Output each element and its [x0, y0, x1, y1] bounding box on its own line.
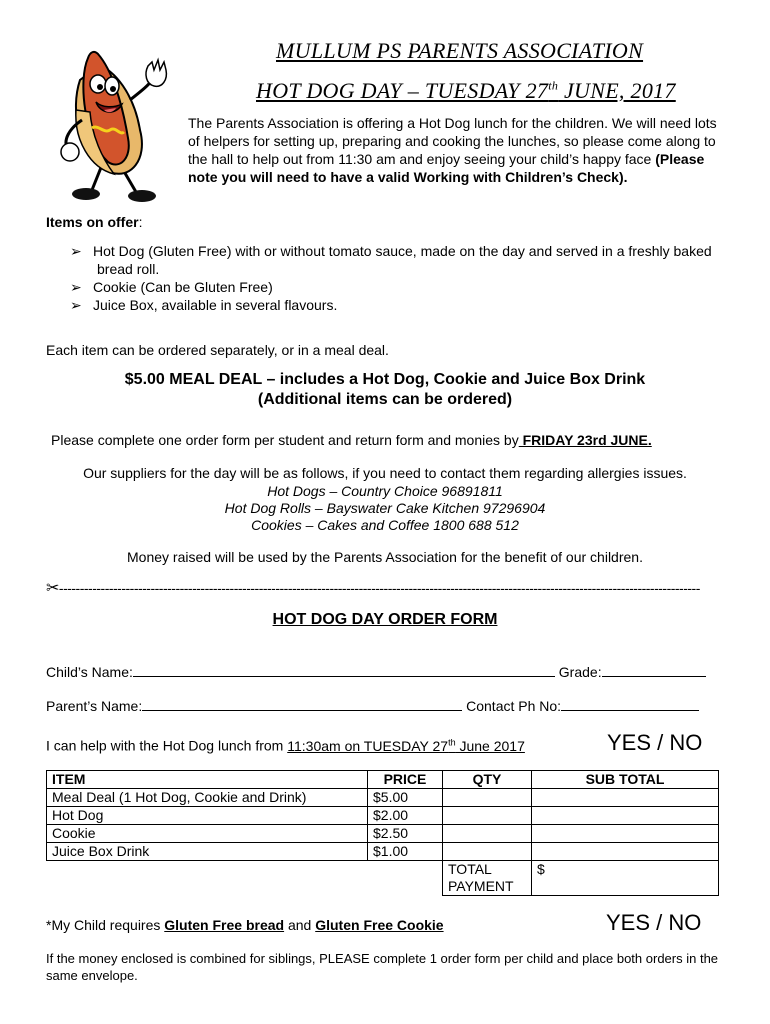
list-item: [46, 296, 736, 314]
header-subtotal: SUB TOTAL: [532, 771, 719, 789]
item-cell: Meal Deal (1 Hot Dog, Cookie and Drink): [47, 789, 368, 807]
items-label: Items on offer:: [46, 214, 143, 230]
child-name-label: Child’s Name:: [46, 664, 133, 680]
supplier-hot-dogs: Hot Dogs – Country Choice 96891811: [267, 483, 503, 499]
event-subtitle-sup: th: [548, 78, 559, 93]
intro-paragraph: [188, 114, 728, 186]
item-hot-dog-continued: bread roll.: [97, 261, 160, 277]
scissors-icon: ✂: [46, 580, 59, 597]
total-payment-field[interactable]: $: [532, 861, 719, 896]
qty-cell[interactable]: [443, 843, 532, 861]
help-row: [46, 737, 525, 754]
qty-cell[interactable]: [443, 825, 532, 843]
help-date: 11:30am on TUESDAY 27: [287, 737, 449, 754]
subtotal-cell[interactable]: [532, 789, 719, 807]
help-time: [287, 738, 525, 754]
cut-line: [46, 578, 722, 598]
price-cell: $5.00: [368, 789, 443, 807]
intro-wwcc-note: (Please note you will need to have a valid Working with Children’s Check).: [188, 151, 705, 185]
gluten-free-bread: Gluten Free bread: [164, 917, 285, 933]
total-row: [47, 861, 719, 896]
arrow-bullet-icon: ➢: [70, 297, 82, 313]
intro-text: The Parents Association is offering a Hot Dog lunch for the children. We will need lots of helpers for setting up, preparing and cooking the lunches, so please come along to the hall to help out from 11:30 am and enjoy seeing your child’s happy face: [188, 115, 717, 167]
item-juice-box: Juice Box, available in several flavours.: [93, 297, 338, 313]
parent-name-row: [46, 696, 699, 714]
gluten-free-cookie: Gluten Free Cookie: [315, 917, 444, 933]
child-name-row: [46, 662, 706, 680]
qty-cell[interactable]: [443, 789, 532, 807]
item-cell: Cookie: [47, 825, 368, 843]
help-year: June 2017: [455, 737, 525, 754]
order-table: [46, 770, 719, 896]
gluten-free-pre: *My Child requires: [46, 917, 165, 933]
list-item: [46, 242, 736, 278]
header-price: PRICE: [368, 771, 443, 789]
child-name-field[interactable]: [133, 662, 555, 677]
item-hot-dog: Hot Dog (Gluten Free) with or without tomato sauce, made on the day and served in a freshly baked: [93, 243, 712, 259]
contact-label: Contact Ph No:: [466, 698, 562, 714]
header-qty: QTY: [443, 771, 532, 789]
table-header-row: [47, 771, 719, 789]
grade-label: Grade:: [558, 664, 602, 680]
hot-dog-mascot-image: [40, 40, 180, 205]
return-note-text: Please complete one order form per student and return form and monies by: [51, 432, 519, 448]
event-subtitle: [256, 78, 676, 104]
price-cell: $1.00: [368, 843, 443, 861]
subtotal-cell[interactable]: [532, 843, 719, 861]
subtotal-cell[interactable]: [532, 825, 719, 843]
supplier-cookies: Cookies – Cakes and Coffee 1800 688 512: [251, 517, 519, 533]
item-cell: Hot Dog: [47, 807, 368, 825]
price-cell: $2.50: [368, 825, 443, 843]
items-label-text: Items on offer: [46, 214, 139, 230]
suppliers-intro: Our suppliers for the day will be as follows, if you need to contact them regarding allergies issues.: [83, 465, 687, 481]
meal-deal-line2: (Additional items can be ordered): [257, 391, 513, 408]
money-note: Money raised will be used by the Parents Association for the benefit of our children.: [127, 549, 643, 565]
grade-field[interactable]: [602, 662, 706, 677]
page-title: MULLUM PS PARENTS ASSOCIATION: [276, 38, 644, 63]
return-deadline: FRIDAY 23rd JUNE.: [518, 432, 652, 448]
item-cell: Juice Box Drink: [47, 843, 368, 861]
item-cookie: Cookie (Can be Gluten Free): [93, 279, 273, 295]
order-form-heading: HOT DOG DAY ORDER FORM: [272, 611, 498, 628]
arrow-bullet-icon: ➢: [70, 243, 82, 259]
parent-name-label: Parent’s Name:: [46, 698, 143, 714]
help-text: I can help with the Hot Dog lunch from: [46, 737, 288, 754]
qty-cell[interactable]: [443, 807, 532, 825]
supplier-rolls: Hot Dog Rolls – Bayswater Cake Kitchen 97296904: [224, 500, 546, 516]
event-subtitle-tail: JUNE, 2017: [558, 78, 676, 103]
gluten-yes-no-option[interactable]: YES / NO: [606, 910, 702, 935]
parent-name-field[interactable]: [142, 696, 462, 711]
table-row: [47, 825, 719, 843]
return-note: [51, 432, 652, 448]
subtotal-cell[interactable]: [532, 807, 719, 825]
ordering-note: Each item can be ordered separately, or in a meal deal.: [46, 342, 389, 358]
help-date-sup: th: [448, 737, 456, 747]
meal-deal-line1: $5.00 MEAL DEAL – includes a Hot Dog, Cookie and Juice Box Drink: [124, 371, 646, 388]
gluten-free-row: [46, 917, 444, 933]
total-label: TOTAL PAYMENT: [443, 861, 532, 896]
siblings-note: If the money enclosed is combined for siblings, PLEASE complete 1 order form per child and place both orders in the same envelope.: [46, 951, 719, 983]
help-yes-no-option[interactable]: YES / NO: [607, 730, 703, 755]
header-item: ITEM: [47, 771, 368, 789]
contact-phone-field[interactable]: [561, 696, 699, 711]
price-cell: $2.00: [368, 807, 443, 825]
arrow-bullet-icon: ➢: [70, 279, 82, 295]
event-subtitle-main: HOT DOG DAY – TUESDAY 27: [256, 78, 549, 103]
table-row: [47, 843, 719, 861]
items-list: [46, 242, 736, 314]
table-row: [47, 789, 719, 807]
list-item: [46, 278, 736, 296]
table-row: [47, 807, 719, 825]
dashed-divider: ----------------------------------------------------------------------------------------------------------------------------------------------------------: [58, 580, 700, 596]
gluten-free-mid: and: [284, 917, 316, 933]
